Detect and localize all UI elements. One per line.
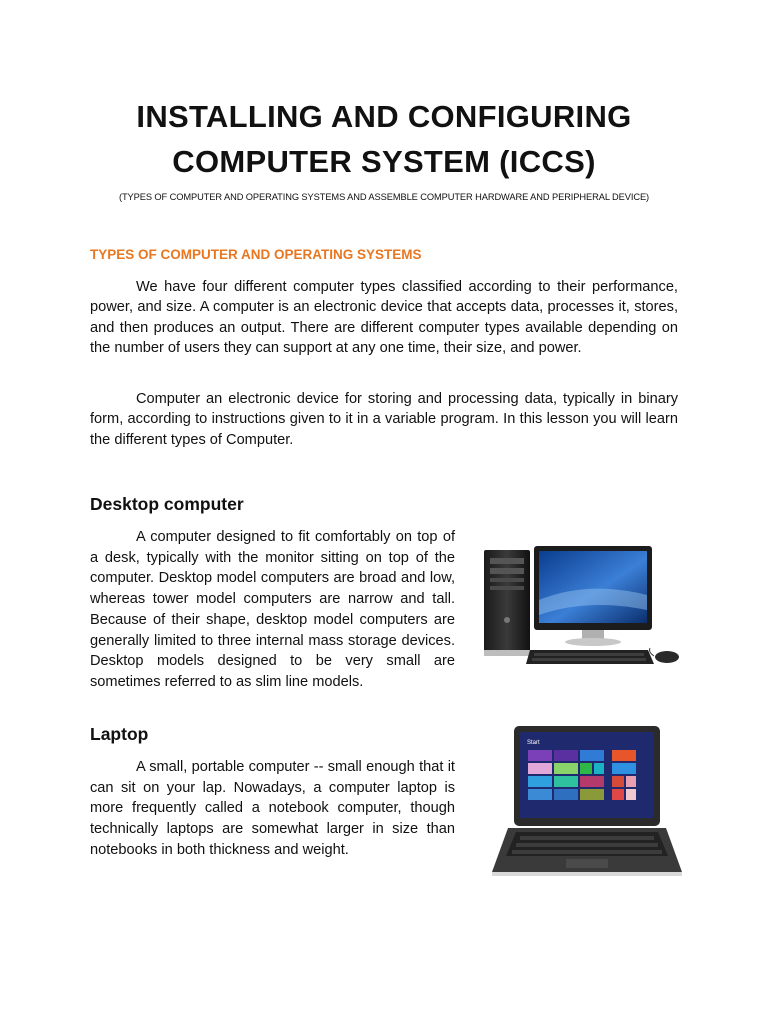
laptop-icon bbox=[486, 722, 686, 882]
desktop-computer-icon bbox=[478, 540, 686, 670]
desktop-paragraph: A computer designed to fit comfortably on top of a desk, typically with the monitor sitting on top of the computer. Desktop model computers are broad and low, whereas tower model computers are narrow and tall. Because of their shape, desktop model computers are generally limited to three internal mass storage devices. Desktop models designed to be very small are sometimes referred to as slim line models. bbox=[90, 529, 455, 690]
laptop-heading: Laptop bbox=[90, 724, 149, 744]
section-heading: TYPES OF COMPUTER AND OPERATING SYSTEMS bbox=[90, 247, 422, 262]
page-subtitle: (TYPES OF COMPUTER AND OPERATING SYSTEMS AND ASSEMBLE COMPUTER HARDWARE AND PERIPHERAL DEVICE) bbox=[118, 192, 650, 202]
intro-paragraph-2: Computer an electronic device for storing and processing data, typically in binary form, according to instructions given to it in a variable program. In this lesson you will learn the different types of Computer. bbox=[90, 391, 678, 448]
intro-paragraph-1: We have four different computer types classified according to their performance, power, and size. A computer is an electronic device that accepts data, processes it, stores, and then produces an output. There are different computer types available depending on the number of users they can support at any one time, their size, and power. bbox=[90, 279, 678, 357]
page-title: INSTALLING AND CONFIGURING COMPUTER SYSTEM (ICCS) bbox=[136, 99, 632, 179]
laptop-paragraph: A small, portable computer -- small enough that it can sit on your lap. Nowadays, a computer laptop is more frequently called a notebook computer, though technically laptops are somewhat larger in size than notebooks in both thickness and weight. bbox=[90, 759, 455, 858]
laptop-screen-label: Start bbox=[527, 740, 540, 746]
desktop-heading: Desktop computer bbox=[90, 494, 244, 514]
